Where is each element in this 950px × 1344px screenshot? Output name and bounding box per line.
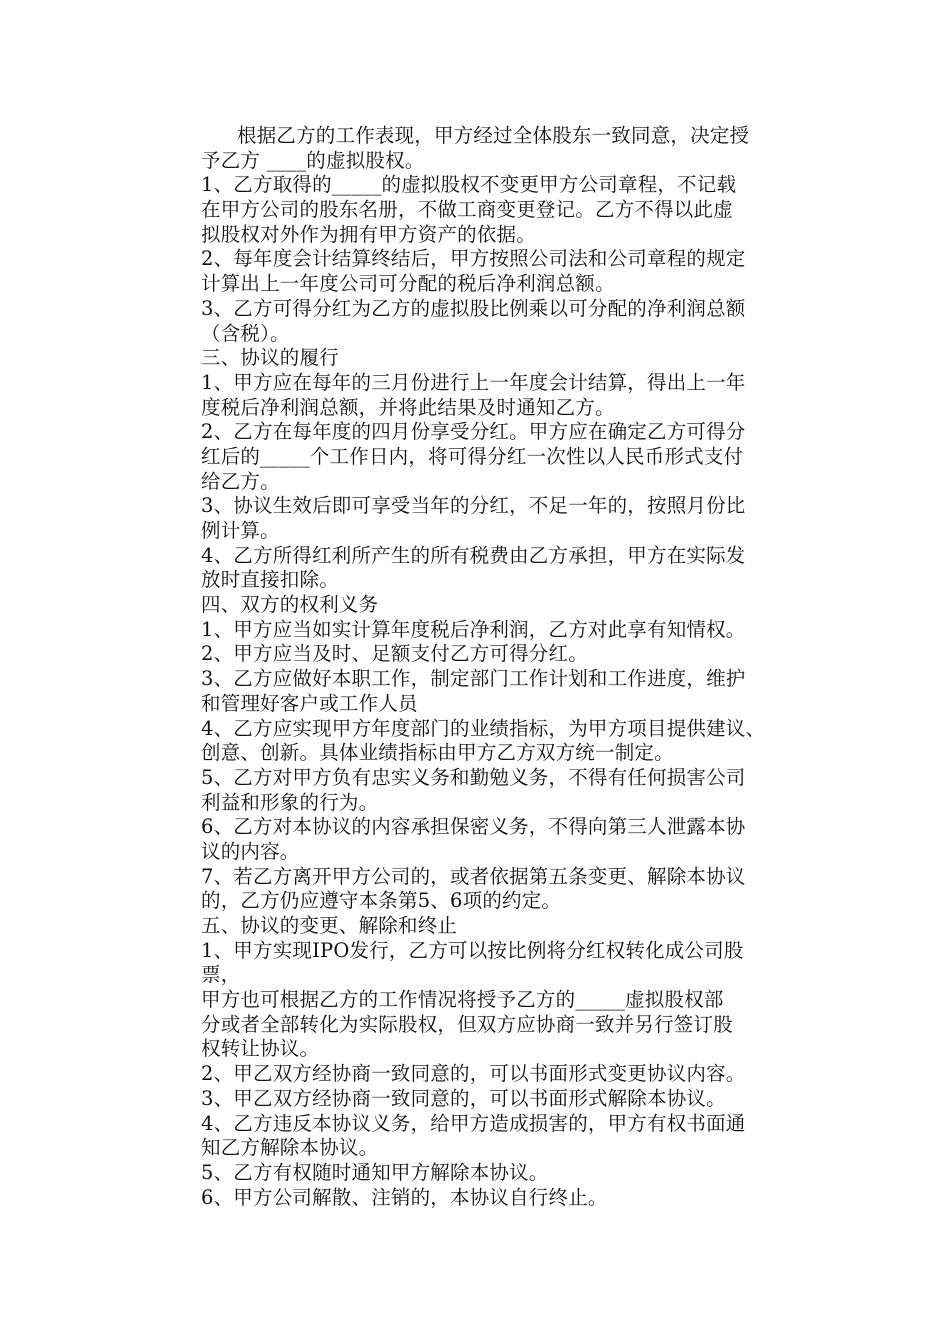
clause-line: 1、甲方实现IPO发行，乙方可以按比例将分红权转化成公司股 [201, 938, 744, 962]
clause-line: 例计算。 [201, 519, 280, 542]
clause-line: 3、甲乙双方经协商一致同意的，可以书面形式解除本协议。 [201, 1086, 726, 1110]
clause-line: 7、若乙方离开甲方公司的，或者依据第五条变更、解除本协议 [201, 864, 746, 888]
clause-line: 6、乙方对本协议的内容承担保密义务，不得向第三人泄露本协 [201, 815, 746, 839]
clause-line: 4、乙方所得红利所产生的所有税费由乙方承担，甲方在实际发 [201, 543, 746, 567]
clause-line: 4、乙方应实现甲方年度部门的业绩指标，为甲方项目提供建议、 [201, 716, 766, 740]
clause-line: 1、甲方应当如实计算年度税后净利润，乙方对此享有知情权。 [201, 617, 746, 641]
clause-line: 利益和形象的行为。 [201, 790, 379, 814]
clause-line: 1、乙方取得的_____的虚拟股权不变更甲方公司章程，不记载 [201, 173, 737, 197]
clause-line: 2、甲方应当及时、足额支付乙方可得分红。 [201, 642, 588, 666]
section-heading: 四、双方的权利义务 [201, 593, 379, 617]
section-heading: 五、协议的变更、解除和终止 [201, 914, 458, 937]
clause-line: 甲方也可根据乙方的工作情况将授予乙方的_____虚拟股权部 [201, 988, 724, 1012]
paragraph-line: 予乙方 ____的虚拟股权。 [201, 148, 425, 172]
clause-line: 2、乙方在每年度的四月份享受分红。甲方应在确定乙方可得分 [201, 420, 746, 444]
clause-line: 创意、创新。具体业绩指标由甲方乙方双方统一制定。 [201, 741, 674, 765]
clause-line: 3、乙方可得分红为乙方的虚拟股比例乘以可分配的净利润总额 [201, 296, 746, 320]
clause-line: 3、乙方应做好本职工作，制定部门工作计划和工作进度，维护 [201, 667, 746, 691]
clause-line: 给乙方。 [201, 469, 280, 493]
clause-line: （含税）。 [201, 321, 290, 345]
clause-line: 放时直接扣除。 [201, 568, 339, 592]
clause-line: 3、协议生效后即可享受当年的分红，不足一年的，按照月份比 [201, 494, 746, 518]
document-body [201, 124, 821, 1210]
clause-line: 6、甲方公司解散、注销的，本协议自行终止。 [201, 1185, 608, 1209]
clause-line: 分或者全部转化为实际股权，但双方应协商一致并另行签订股 [201, 1012, 733, 1036]
section-heading: 三、协议的履行 [201, 346, 339, 370]
clause-line: 度税后净利润总额，并将此结果及时通知乙方。 [201, 395, 615, 419]
clause-line: 在甲方公司的股东名册，不做工商变更登记。乙方不得以此虚 [201, 198, 733, 222]
clause-line: 红后的_____个工作日内，将可得分红一次性以人民币形式支付 [201, 444, 744, 468]
paragraph-line: 根据乙方的工作表现，甲方经过全体股东一致同意，决定授 [237, 124, 750, 147]
clause-line: 4、乙方违反本协议义务，给甲方造成损害的，甲方有权书面通 [201, 1111, 746, 1135]
clause-line: 和管理好客户或工作人员 [201, 691, 418, 715]
clause-line: 知乙方解除本协议。 [201, 1136, 379, 1160]
clause-line: 拟股权对外作为拥有甲方资产的依据。 [201, 222, 536, 246]
clause-line: 5、乙方对甲方负有忠实义务和勤勉义务，不得有任何损害公司 [201, 765, 746, 789]
clause-line: 的，乙方仍应遵守本条第5、6项的约定。 [201, 889, 562, 913]
clause-line: 权转让协议。 [201, 1037, 320, 1061]
clause-line: 2、每年度会计结算终结后，甲方按照公司法和公司章程的规定 [201, 247, 746, 271]
clause-line: 2、甲乙双方经协商一致同意的，可以书面形式变更协议内容。 [201, 1062, 746, 1086]
clause-line: 票， [201, 963, 241, 987]
clause-line: 计算出上一年度公司可分配的税后净利润总额。 [201, 272, 615, 296]
clause-line: 5、乙方有权随时通知甲方解除本协议。 [201, 1160, 549, 1184]
clause-line: 1、甲方应在每年的三月份进行上一年度会计结算，得出上一年 [201, 370, 746, 394]
clause-line: 议的内容。 [201, 839, 300, 863]
